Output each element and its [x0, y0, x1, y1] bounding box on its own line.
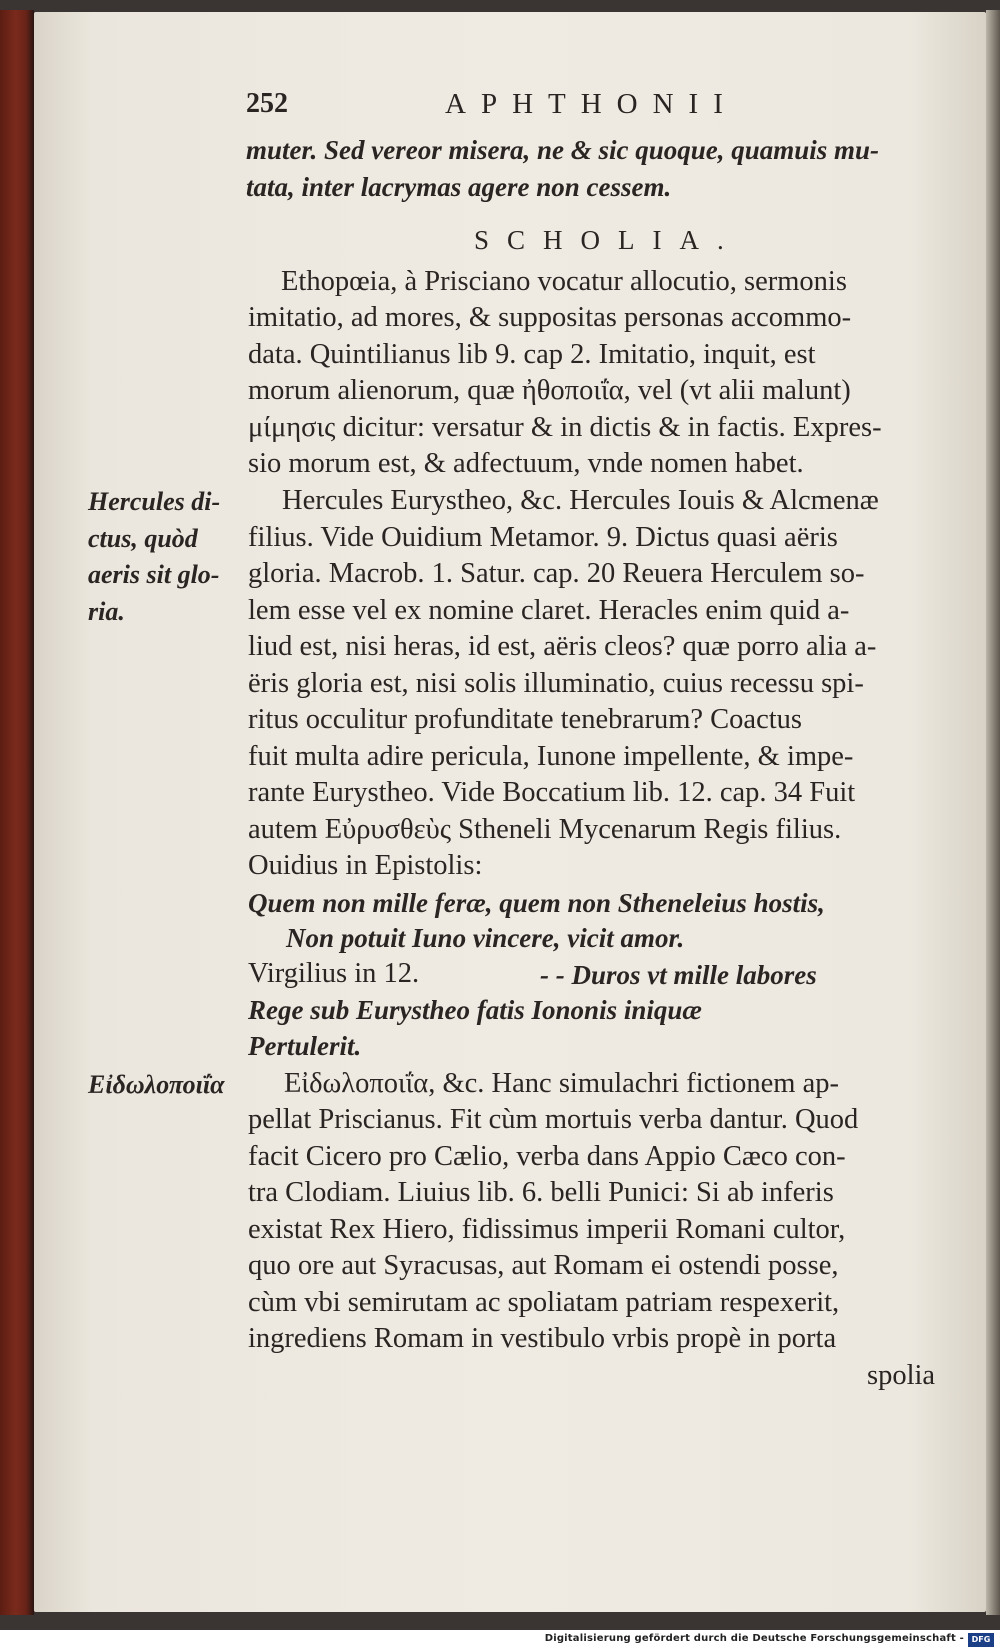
margin-note-line: Hercules di-: [88, 487, 221, 516]
catchword: spolia: [867, 1360, 936, 1391]
book-binding-edge: [0, 10, 34, 1615]
intro-line: tata, inter lacrymas agere non cessem.: [246, 172, 672, 202]
paragraph-line: Εἰδωλοποιΐα, &c. Hanc simulachri fictionem ap-: [284, 1068, 839, 1099]
verse-line: Rege sub Eurystheo fatis Iononis iniquæ: [248, 995, 702, 1025]
verse-line: Quem non mille feræ, quem non Stheneleius hostis,: [248, 888, 825, 918]
paragraph-line: morum alienorum, quæ ἠθοποιΐα, vel (vt alii malunt): [248, 375, 851, 406]
intro-line: muter. Sed vereor misera, ne & sic quoque, quamuis mu-: [246, 135, 880, 165]
page-number: 252: [246, 88, 288, 119]
verse-line: - - Duros vt mille labores: [540, 960, 817, 990]
paragraph-line: lem esse vel ex nomine claret. Heracles enim quid a-: [248, 595, 850, 626]
margin-note-line: ria.: [88, 597, 125, 626]
citation-reference: Virgilius in 12.: [248, 958, 420, 989]
running-title: APHTHONII: [445, 88, 738, 120]
paragraph-line: μίμησις dicitur: versatur & in dictis & in factis. Expres-: [248, 412, 882, 443]
paragraph-line: data. Quintilianus lib 9. cap 2. Imitatio, inquit, est: [248, 339, 816, 370]
paragraph-line: ritus occulitur profunditate tenebrarum? Coactus: [248, 704, 802, 735]
verse-line: Pertulerit.: [248, 1031, 362, 1061]
paragraph-line: Ethopœia, à Prisciano vocatur allocutio, sermonis: [281, 266, 847, 297]
paragraph-line: cùm vbi semirutam ac spoliatam patriam respexerit,: [248, 1287, 840, 1318]
paragraph-line: existat Rex Hiero, fidissimus imperii Romani cultor,: [248, 1214, 846, 1245]
paragraph-line: pellat Priscianus. Fit cùm mortuis verba dantur. Quod: [248, 1104, 859, 1135]
paragraph-line: imitatio, ad mores, & suppositas personas accommo-: [248, 302, 852, 333]
footer-bar: [0, 1630, 1000, 1651]
paragraph-line: autem Εὐρυσθεὺς Stheneli Mycenarum Regis filius.: [248, 814, 842, 845]
paragraph-line: fuit multa adire pericula, Iunone impellente, & impe-: [248, 741, 854, 772]
paragraph-line: ingrediens Romam in vestibulo vrbis propè in porta: [248, 1323, 837, 1354]
paragraph-line: facit Cicero pro Cælio, verba dans Appio Cæco con-: [248, 1141, 846, 1172]
paragraph-line: rante Eurystheo. Vide Boccatium lib. 12. cap. 34 Fuit: [248, 777, 856, 808]
paragraph-line: gloria. Macrob. 1. Satur. cap. 20 Reuera Herculem so-: [248, 558, 865, 589]
paragraph-line: liud est, nisi heras, id est, aëris cleos? quæ porro alia a-: [248, 631, 877, 662]
margin-note: Εἰδωλοποιΐα: [88, 1070, 225, 1099]
paragraph-line: Hercules Eurystheo, &c. Hercules Iouis & Alcmenæ: [282, 485, 879, 516]
dfg-logo: DFG: [968, 1633, 994, 1647]
paragraph-line: sio morum est, & adfectuum, vnde nomen habet.: [248, 448, 804, 479]
paragraph-line: tra Clodiam. Liuius lib. 6. belli Punici: Si ab inferis: [248, 1177, 834, 1208]
verse-line: Non potuit Iuno vincere, vicit amor.: [286, 923, 685, 953]
paragraph-line: quo ore aut Syracusas, aut Romam ei ostendi posse,: [248, 1250, 839, 1281]
section-title: SCHOLIA.: [474, 225, 742, 255]
page-edge-shadow: [986, 10, 1000, 1615]
paragraph-line: Ouidius in Epistolis:: [248, 850, 483, 881]
footer-credit: Digitalisierung gefördert durch die Deutsche Forschungsgemeinschaft -: [544, 1633, 964, 1644]
margin-note-line: aeris sit glo-: [88, 560, 220, 589]
paragraph-line: filius. Vide Ouidium Metamor. 9. Dictus quasi aëris: [248, 522, 838, 553]
margin-note-line: ctus, quòd: [88, 524, 198, 553]
paragraph-line: ëris gloria est, nisi solis illuminatio, cuius recessu spi-: [248, 668, 864, 699]
